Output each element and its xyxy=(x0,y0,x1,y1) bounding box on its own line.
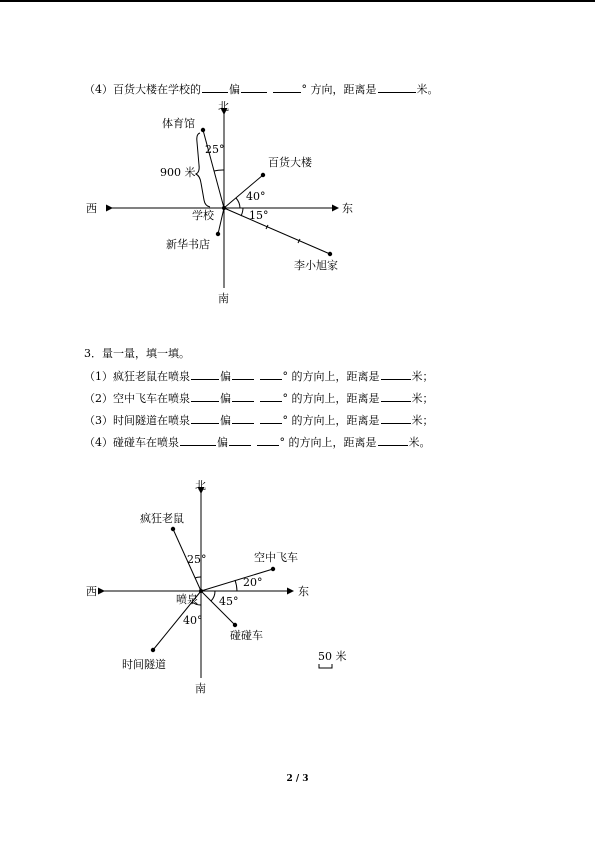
d2-label-pengpeng: 碰碰车 xyxy=(230,629,263,642)
q4-degree-sign: ° xyxy=(301,83,307,96)
d2-label-east: 东 xyxy=(298,585,309,598)
d2-label-south: 南 xyxy=(195,682,206,695)
d1-label-east: 东 xyxy=(342,202,353,215)
item-3-blank-distance[interactable] xyxy=(381,412,411,424)
item-3-degree: ° xyxy=(282,414,288,427)
d2-point-pengpeng xyxy=(233,623,237,627)
d2-label-angle-25: 25° xyxy=(187,553,207,566)
item-4-blank-dir2[interactable] xyxy=(229,434,251,446)
d2-origin-point xyxy=(199,589,203,593)
d1-label-angle-25: 25° xyxy=(205,143,225,156)
d1-label-baihuo: 百货大楼 xyxy=(268,156,312,169)
d2-label-angle-40: 40° xyxy=(183,614,203,627)
item-2-blank-distance[interactable] xyxy=(381,390,411,402)
d1-point-lixiao xyxy=(328,252,332,256)
d1-point-tiyuguan xyxy=(201,128,205,132)
d1-ray-lixiao xyxy=(224,208,330,254)
item-4-prefix: （4）碰碰车在喷泉 xyxy=(84,436,179,449)
item-1-line xyxy=(84,368,434,384)
d1-point-baihuo xyxy=(261,173,265,177)
d1-angle-arc-15 xyxy=(241,208,243,216)
page-number: 2 / 3 xyxy=(286,774,309,784)
item-1-suffix: 的方向上，距离是 xyxy=(291,370,380,383)
item-3-prefix: （3）时间隧道在喷泉 xyxy=(84,414,190,427)
d2-label-origin-fountain: 喷泉 xyxy=(176,593,198,606)
d2-scale-label: 50 米 xyxy=(318,650,347,663)
item-2-line xyxy=(84,390,434,406)
d2-point-shijian xyxy=(151,648,155,652)
item-2-blank-dir2[interactable] xyxy=(232,390,254,402)
item-4-blank-degree[interactable] xyxy=(257,434,279,446)
d2-angle-arc-25 xyxy=(195,577,201,578)
d1-label-west: 西 xyxy=(86,202,97,215)
d1-angle-arc-25 xyxy=(214,170,224,171)
item-2-pian: 偏 xyxy=(220,392,231,405)
d2-scale-bar xyxy=(319,664,332,668)
q4-unit: 米。 xyxy=(416,83,439,96)
item-4-unit: 米。 xyxy=(408,436,431,449)
item-4-pian: 偏 xyxy=(217,436,228,449)
item-3-suffix: 的方向上，距离是 xyxy=(291,414,380,427)
item-3-line xyxy=(84,412,434,428)
d1-label-angle-40: 40° xyxy=(246,190,266,203)
item-4-blank-dir[interactable] xyxy=(180,434,216,446)
d1-label-900m: 900 米 xyxy=(160,166,196,179)
item-4-degree: ° xyxy=(279,436,285,449)
item-1-degree: ° xyxy=(282,370,288,383)
d2-angle-arc-20 xyxy=(235,580,237,591)
item-4-suffix: 的方向上，距离是 xyxy=(288,436,377,449)
item-3-unit: 米； xyxy=(411,414,434,427)
d1-label-lixiao: 李小旭家 xyxy=(294,259,338,272)
d1-angle-arc-40 xyxy=(236,198,240,208)
d1-label-south: 南 xyxy=(218,292,229,305)
item-3-blank-dir[interactable] xyxy=(191,412,219,424)
item-4-blank-distance[interactable] xyxy=(378,434,408,446)
section-3-title: 3．量一量，填一填。 xyxy=(84,347,190,360)
item-1-prefix: （1）疯狂老鼠在喷泉 xyxy=(84,370,190,383)
item-2-unit: 米； xyxy=(411,392,434,405)
item-2-prefix: （2）空中飞车在喷泉 xyxy=(84,392,190,405)
d2-label-angle-45: 45° xyxy=(219,595,239,608)
item-1-blank-distance[interactable] xyxy=(381,368,411,380)
d2-label-kongzhong: 空中飞车 xyxy=(254,551,298,564)
q4-prefix: （4）百货大楼在学校的 xyxy=(84,83,201,96)
d2-angle-arc-45 xyxy=(211,591,215,601)
item-3-pian: 偏 xyxy=(220,414,231,427)
d1-label-north: 北 xyxy=(218,100,229,113)
item-1-pian: 偏 xyxy=(220,370,231,383)
item-2-suffix: 的方向上，距离是 xyxy=(291,392,380,405)
q4-direction-text: 方向，距离是 xyxy=(310,83,377,96)
d1-origin-point xyxy=(222,206,226,210)
item-1-unit: 米； xyxy=(411,370,434,383)
item-1-blank-dir2[interactable] xyxy=(232,368,254,380)
item-4-line xyxy=(84,434,431,450)
item-3-blank-degree[interactable] xyxy=(260,412,282,424)
d1-label-tiyuguan: 体育馆 xyxy=(162,117,195,130)
item-2-degree: ° xyxy=(282,392,288,405)
item-1-blank-degree[interactable] xyxy=(260,368,282,380)
d2-label-angle-20: 20° xyxy=(243,576,263,589)
d1-ray-xinhua xyxy=(218,208,224,234)
d1-label-xinhua: 新华书店 xyxy=(166,238,210,251)
d2-point-kongzhong xyxy=(271,567,275,571)
d1-point-xinhua xyxy=(216,232,220,236)
item-3-blank-dir2[interactable] xyxy=(232,412,254,424)
d2-label-north: 北 xyxy=(195,479,206,492)
d2-point-fengkuang xyxy=(171,527,175,531)
item-1-blank-dir[interactable] xyxy=(191,368,219,380)
d2-label-west: 西 xyxy=(86,585,97,598)
item-2-blank-degree[interactable] xyxy=(260,390,282,402)
d1-ray-tiyuguan xyxy=(203,130,224,208)
q4-pian: 偏 xyxy=(229,83,240,96)
d2-label-fengkuang: 疯狂老鼠 xyxy=(140,512,184,525)
d2-label-shijian: 时间隧道 xyxy=(122,658,166,671)
d1-label-angle-15: 15° xyxy=(249,209,269,222)
item-2-blank-dir[interactable] xyxy=(191,390,219,402)
d1-label-origin-school: 学校 xyxy=(192,209,214,222)
